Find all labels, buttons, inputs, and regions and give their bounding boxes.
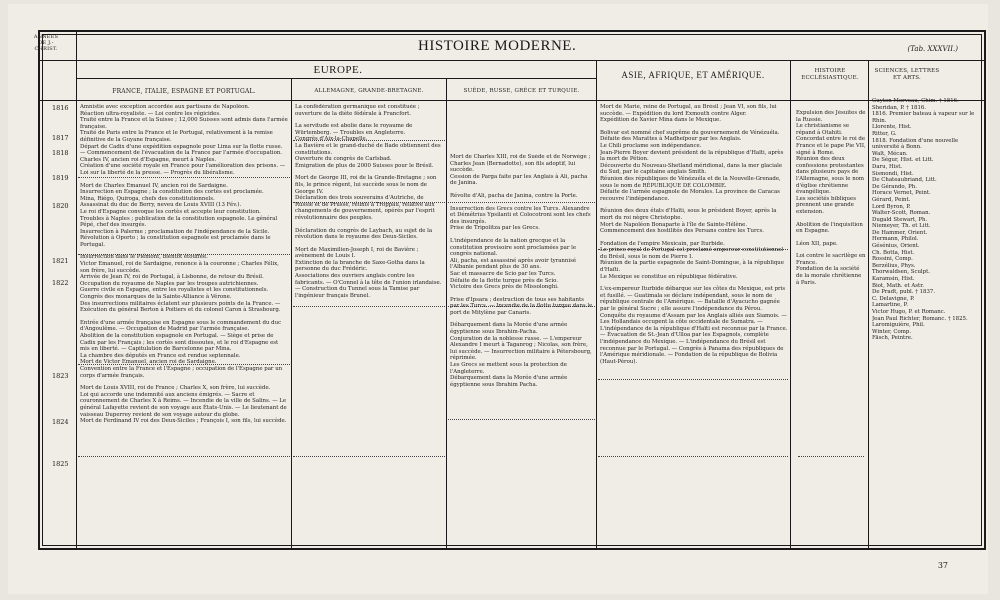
entry-text: Amnistie avec exception accordée aux partisans de Napoléon. xyxy=(80,104,250,110)
eccl-column-text xyxy=(796,110,866,540)
entry-text: Charles IV, ancien roi d'Espagne, meurt à Naples. xyxy=(80,156,217,163)
entry-text: Réunion des deux confessions protestantes dans plusieurs pays de l'Allemagne, sous le nom d'église chrétienne évangélique. xyxy=(796,156,865,196)
sciences-column-text xyxy=(872,98,982,544)
entry-text: Lord Byron, P. xyxy=(872,203,911,210)
entry-text: Arrivée de Jean IV, roi de Portugal, à Lisbonne, de retour du Brésil. xyxy=(80,274,264,281)
entry-text: Réunion de la partie espagnole de Saint-Domingue, à la république d'Haïti. xyxy=(600,260,784,274)
entry-text: Les Grecs se mettent sous la protection de l'Angleterre. xyxy=(450,362,567,375)
entry-text: Victor Emanuel, roi de Sardaigne, renonce à la couronne ; Charles Félix, son frère, lui succède. xyxy=(80,261,279,274)
entry-text: Prise d'Ipsara ; destruction de tous ses habitants par les Turcs. — Incendie de la flotte turque dans le port de Mitylène par Canaris. xyxy=(450,296,593,316)
document-page xyxy=(8,4,988,594)
entry-text: Associations des ouvriers anglais contre les fabricants. — O'Connel à la tête de l'union irlandaise. — Construction du Tunnel sous la Tamise par l'ingénieur français Brunel. xyxy=(295,273,442,299)
entry-text: Création d'une société royale en France pour l'amélioration des prisons. — Loi sur la liberté de la presse. — Progrès du libéralisme. xyxy=(80,163,286,176)
years-column-header: ANNÉES DE J.-CHRIST. xyxy=(33,34,59,52)
allemagne-column-text xyxy=(295,104,443,544)
entry-text: Niemeyer, Th. et Litt. xyxy=(872,223,931,230)
entry-text: Walter-Scott, Roman. xyxy=(872,210,931,217)
suede-column-header: SUÈDE, RUSSE, GRÈCE ET TURQUIE. xyxy=(463,88,580,94)
entry-text: Le Mexique se constitue en république fédérative. xyxy=(600,273,738,280)
year-label: 1819 xyxy=(52,174,69,182)
entry-text: Sheridan, P. † 1816. xyxy=(872,104,927,111)
entry-text: Réunion des républiques de Vénézuéla et de la Nouvelle-Grenade, sous le nom de RÉPUBLIQUE DE COLOMBIE. xyxy=(600,175,781,189)
entry-text: Mort de George III, roi de la Grande-Bretagne ; son fils, le prince régent, lui succède sous le nom de George IV. xyxy=(295,175,437,195)
entry-text: Troubles à Naples ; publication de la constitution espagnole. Le général Pépé, chef des insurgés. xyxy=(80,215,278,229)
entry-text: La confédération germanique est constituée ; ouverture de la diète fédérale à Francfort. xyxy=(295,104,420,117)
entry-text: Réaction ultra-royaliste. — Loi contre les régicides. xyxy=(80,110,221,117)
entry-text: Gésénius, Orient. xyxy=(872,243,920,250)
entry-text: Concordat entre le roi de France et le pape Pie VII, signé à Rome. xyxy=(796,136,866,156)
entry-text: Horace Vernet, Peint. xyxy=(872,190,931,197)
entry-text: Révolution à Oporto ; la constitution espagnole est proclamée dans le Portugal. xyxy=(80,235,271,248)
entry-text: Loi contre le sacrilège en France. xyxy=(796,253,866,266)
entry-text: Traité entre la France et la Suisse ; 12,000 Suisses sont admis dans l'armée française. xyxy=(80,117,288,130)
entry-text: Déclaration des trois souverains d'Autriche, de Russie et de Prusse, réunis à Troppau, relative aux changements de gouvernement, opérés par l'esprit révolutionnaire des peuples. xyxy=(295,195,435,221)
entry-text: Des insurrections militaires éclatent sur plusieurs points de la France. — Exécution du général Berton à Poitiers et du colonel Caron à Strasbourg. xyxy=(80,300,281,314)
entry-text: De Pradt, publ. † 1837. xyxy=(872,289,936,296)
entry-text: Mort de Maximilien-Joseph I, roi de Bavière ; avènement de Louis I. xyxy=(295,246,419,260)
entry-text: La servitude est abolie dans le royaume de Würtemberg. — Troubles en Angleterre. xyxy=(295,123,413,136)
entry-text: Insurrection en Espagne ; la constitution des cortès est proclamée. xyxy=(80,189,264,196)
entry-text: Révolte d'Ali, pacha de Janina, contre la Porte. xyxy=(450,192,578,199)
eccl-column-header: HISTOIRE ECCLÉSIASTIQUE. xyxy=(801,68,859,81)
entry-text: Déclaration du congrès de Laybach, au sujet de la révolution dans le royaume des Deux-Siciles. xyxy=(295,227,433,241)
france-column-text xyxy=(80,104,288,544)
entry-text: Conquête du royaume d'Assam par les Anglais alliés aux Siamois. — Les Hollandais occupent la côte occidentale de Sumatra. — L'indépendance de la république d'Haïti est reconnue par la France. — Évacuation de St.-Jean d'Ulloa par les Espagnols, complète l'indépendance du Mexique. — L'indépendance du Brésil est reconnue par le Portugal. — Congrès à Panama des républiques de l'Amérique méridionale. — Fondation de la république de Bolivia (Haut-Pérou). xyxy=(600,312,788,365)
entry-text: Débarquement dans la Morée d'une armée égyptienne sous Ibrahim-Pacha. xyxy=(450,322,568,336)
entry-text: Victoire des Grecs près de Missolonghi. xyxy=(450,284,559,291)
entry-text: Mort de Marie, reine de Portugal, au Brésil ; Jean VI, son fils, lui succède. — Expédition du lord Exmouth contre Alger. xyxy=(600,104,777,117)
entry-text: Dugald Stewart, Ph. xyxy=(872,216,928,223)
entry-text: De Gérando, Ph. xyxy=(872,183,917,190)
entry-text: Fondation de l'empire Mexicain, par Iturbide. xyxy=(600,240,725,247)
entry-text: Biot, Math. et Astr. xyxy=(872,282,924,289)
page-title: HISTOIRE MODERNE. xyxy=(418,38,577,54)
entry-text: Mort de Ferdinand IV roi des Deux-Siciles ; François I, son fils, lui succède. xyxy=(80,418,287,425)
entry-text: Expédition de Xavier Mina dans le Mexique. xyxy=(600,117,721,124)
entry-text: Walt, Mécan. xyxy=(872,150,908,157)
year-label: 1825 xyxy=(52,460,69,468)
entry-text: Abolition de la constitution espagnole en Portugal. — Siège et prise de Cadix par les Français ; les cortès sont dissoutes, et le roi d'Espagne est mis en liberté. — Capitulation de Barcelonne par Mina. xyxy=(80,333,279,353)
entry-text: Abolition de l'inquisition en Espagne. xyxy=(796,221,863,235)
entry-text: Mort de Charles XIII, roi de Suède et de Norwège ; Charles Jean (Bernadotte), son fils adoptif, lui succède. xyxy=(450,154,591,174)
year-label: 1823 xyxy=(52,372,69,380)
entry-text: Défaite de la flotte turque près de Scio. xyxy=(450,277,558,284)
table-number: (Tab. XXXVII.) xyxy=(907,45,958,53)
sciences-column-header: SCIENCES, LETTRES ET ARTS. xyxy=(874,68,940,81)
entry-text: Défaite de l'armée espagnole de Morales. La province de Caracas recouvre l'indépendance. xyxy=(600,189,780,202)
entry-text: Guyton Morveau, Chim. † 1816. xyxy=(872,98,959,104)
entry-text: Llorente, Hist. xyxy=(872,124,912,131)
france-column-header: FRANCE, ITALIE, ESPAGNE ET PORTUGAL. xyxy=(112,88,256,95)
entry-text: Entrée d'une armée française en Espagne sous le commandement du duc d'Angoulême. — Occupation de Madrid par l'armée française. xyxy=(80,319,282,333)
entry-text: L'indépendance de la nation grecque et la constitution provisoire sont proclamées par le congrès national. xyxy=(450,237,577,258)
europe-heading: EUROPE. xyxy=(313,64,363,76)
allemagne-column-header: ALLEMAGNE, GRANDE-BRETAGNE. xyxy=(314,88,424,94)
entry-text: Mina, Riégo, Quiroga, chefs des constitutionnels. xyxy=(80,195,215,202)
entry-text: Mort de Napoléon Bonaparte à l'île de Sainte-Hélène. xyxy=(600,221,748,228)
year-label: 1822 xyxy=(52,279,69,287)
entry-text: Ch. Botta, Hist. xyxy=(872,249,915,256)
year-label: 1820 xyxy=(52,202,69,210)
entry-text: Cession de Parga faite par les Anglais à Ali, pacha de Janina. xyxy=(450,173,588,187)
entry-text: Laromiguière, Phil. xyxy=(872,322,925,329)
entry-text: Karamsin, Hist. xyxy=(872,276,915,283)
entry-text: Loi qui accorde une indemnité aux anciens émigrés. — Sacre et couronnement de Charles X à Reims. — Incendie de la ville de Salins. — Le général Lafayette revient de son voyage aux États-Unis. — Le lieutenant de vaisseau Duperrey revient de son voyage autour du globe. xyxy=(80,391,287,418)
entry-text: Découverte du Nouveau-Shetland méridional, dans la mer glaciale du Sud, par le capitaine anglais Smith. xyxy=(600,162,783,176)
year-label: 1821 xyxy=(52,257,69,265)
entry-text: Mort de Louis XVIII, roi de France ; Charles X, son frère, lui succède. xyxy=(80,385,271,392)
entry-text: Réunion des deux états d'Haïti, sous le président Boyer, après la mort du roi nègre Christophe. xyxy=(600,208,777,221)
entry-text: De Ségur, Hist. et Litt. xyxy=(872,157,934,164)
year-label: 1816 xyxy=(52,104,69,112)
entry-text: Congrès d'Aix-la-Chapelle. xyxy=(295,136,368,143)
entry-text: Guerre civile en Espagne, entre les royalistes et les constitutionnels. xyxy=(80,287,269,294)
entry-text: Gérard, Peint. xyxy=(872,196,911,203)
entry-text: Émigration de plus de 2000 Suisses pour le Brésil. xyxy=(295,162,434,169)
entry-text: Débarquement dans la Morée d'une armée égyptienne sous Ibrahim Pacha. xyxy=(450,375,568,388)
entry-text: De Chateaubriand, Litt. xyxy=(872,177,937,184)
entry-text: Départ de Cadix d'une expédition espagnole pour Lima sur la flotte russe. — Commencement de l'évacuation de la France par l'armée d'occupation. xyxy=(80,143,283,157)
entry-text: La chambre des députés en France est rendue septennale. xyxy=(80,352,241,359)
year-label: 1824 xyxy=(52,418,69,426)
entry-text: L'ex-empereur Iturbide débarque sur les côtes du Mexique, est pris et fusillé. — Guatimala se déclare indépendant, sous le nom de république centrale de l'Amérique. — Bataille d'Ayacucho gagnée par le général Sucre ; elle assure l'indépendance du Pérou. xyxy=(600,286,786,313)
asia-column-text xyxy=(600,104,788,544)
entry-text: C. Delavigne, P. xyxy=(872,295,915,302)
entry-text: Hermann, Philol. xyxy=(872,236,919,243)
entry-text: Mort de Charles Emanuel IV, ancien roi de Sardaigne. xyxy=(80,182,228,189)
entry-text: Jean-Pierre Boyer devient président de la république d'Haïti, après la mort de Pétion. xyxy=(600,149,784,163)
entry-text: Insurrection à Palerme ; proclamation de l'indépendance de la Sicile. xyxy=(80,228,270,235)
entry-text: Défaite des Marattes à Madheïpour par les Anglais. xyxy=(600,136,742,143)
entry-text: Insurrection dans le Piémont, bientôt étouffée. xyxy=(80,254,208,261)
entry-text: Bolivar est nommé chef suprême du gouvernement de Vénézuéla. xyxy=(600,129,780,136)
entry-text: Conjuration de la noblesse russe. — L'empereur Alexandre I meurt à Taganrog ; Nicolas, son frère, lui succède. — Insurrection militaire à Pétersbourg, réprimée. xyxy=(450,335,592,362)
entry-text: Convention entre la France et l'Espagne ; occupation de l'Espagne par un corps d'armée français. xyxy=(80,365,283,379)
entry-text: Assassinat du duc de Berry, neveu de Louis XVIII (13 Fév.). xyxy=(80,202,242,209)
entry-text: Jean Paul Richter, Romanc. † 1825. xyxy=(872,315,968,322)
entry-text: Occupation du royaume de Naples par les troupes autrichiennes. xyxy=(80,280,259,287)
entry-text: Fäsch, Peintre. xyxy=(872,335,913,342)
entry-text: Thorwaldsen, Sculpt. xyxy=(872,269,930,276)
entry-text: Insurrection des Grecs contre les Turcs. Alexandre et Démétrius Ypsilanti et Colocotroni sont les chefs des insurgés. xyxy=(450,205,591,225)
entry-text: Prise de Tripolitza par les Grecs. xyxy=(450,225,540,232)
year-label: 1817 xyxy=(52,134,69,142)
entry-text: Le prince royal de Portugal est proclamé empereur constitutionnel du Brésil, sous le nom de Pierre I. xyxy=(600,247,784,260)
entry-text: Fondation de la société de la morale chrétienne à Paris. xyxy=(796,266,862,286)
entry-text: 1816. Premier bateau à vapeur sur le Rhin. xyxy=(872,111,975,124)
entry-text: Le roi d'Espagne convoque les cortès et accepte leur constitution. xyxy=(80,208,261,215)
entry-text: Expulsion des Jésuites de la Russie. xyxy=(796,110,866,123)
entry-text: Winter, Comp. xyxy=(872,328,912,335)
entry-text: Le christianisme se répand à Otahiti. xyxy=(796,123,850,136)
entry-text: Sac et massacre de Scio par les Turcs. xyxy=(450,270,556,277)
entry-text: Commencement des hostilités des Persans contre les Turcs. xyxy=(600,228,765,235)
entry-text: Daru, Hist. xyxy=(872,163,903,170)
entry-text: De Hammer, Orient. xyxy=(872,229,928,236)
entry-text: Sismondi, Hist. xyxy=(872,170,914,177)
entry-text: Traité de Paris entre la France et le Portugal, relativement à la remise définitive de la Guyane française. xyxy=(80,130,273,143)
entry-text: Congrès des monarques de la Sainte-Alliance à Vérone. xyxy=(80,294,232,301)
page-number: 37 xyxy=(937,561,948,570)
entry-text: Mort de Victor Emanuel, ancien roi de Sardaigne. xyxy=(80,359,217,366)
entry-text: Ali, pacha, est assassiné après avoir tyrannisé l'Albanie pendant plus de 30 ans. xyxy=(450,257,577,271)
entry-text: Extinction de la branche de Saxe-Gotha dans la personne du duc Frédéric. xyxy=(295,259,425,273)
entry-text: La Bavière et le grand-duché de Bade obtiennent des constitutions. xyxy=(295,142,441,156)
entry-text: Rossini, Comp. xyxy=(872,256,913,263)
entry-text: Lamartine, P. xyxy=(872,302,908,309)
asia-heading: ASIE, AFRIQUE, ET AMÉRIQUE. xyxy=(621,70,765,80)
entry-text: Berzélius, Phys. xyxy=(872,262,916,269)
suede-column-text xyxy=(450,154,594,544)
entry-text: Les sociétés bibliques prennent une grande extension. xyxy=(796,195,856,215)
entry-text: Ouverture du congrès de Carlsbad. xyxy=(295,156,392,163)
entry-text: 1818. Fondation d'une nouvelle université à Bonn. xyxy=(872,137,959,151)
year-label: 1818 xyxy=(52,149,69,157)
entry-text: Ritter, G. xyxy=(872,130,897,137)
entry-text: Victor Hugo, P. et Romanc. xyxy=(872,309,946,315)
entry-text: Le Chili proclame son indépendance. xyxy=(600,142,702,149)
entry-text: Léon XII, pape. xyxy=(796,240,838,247)
